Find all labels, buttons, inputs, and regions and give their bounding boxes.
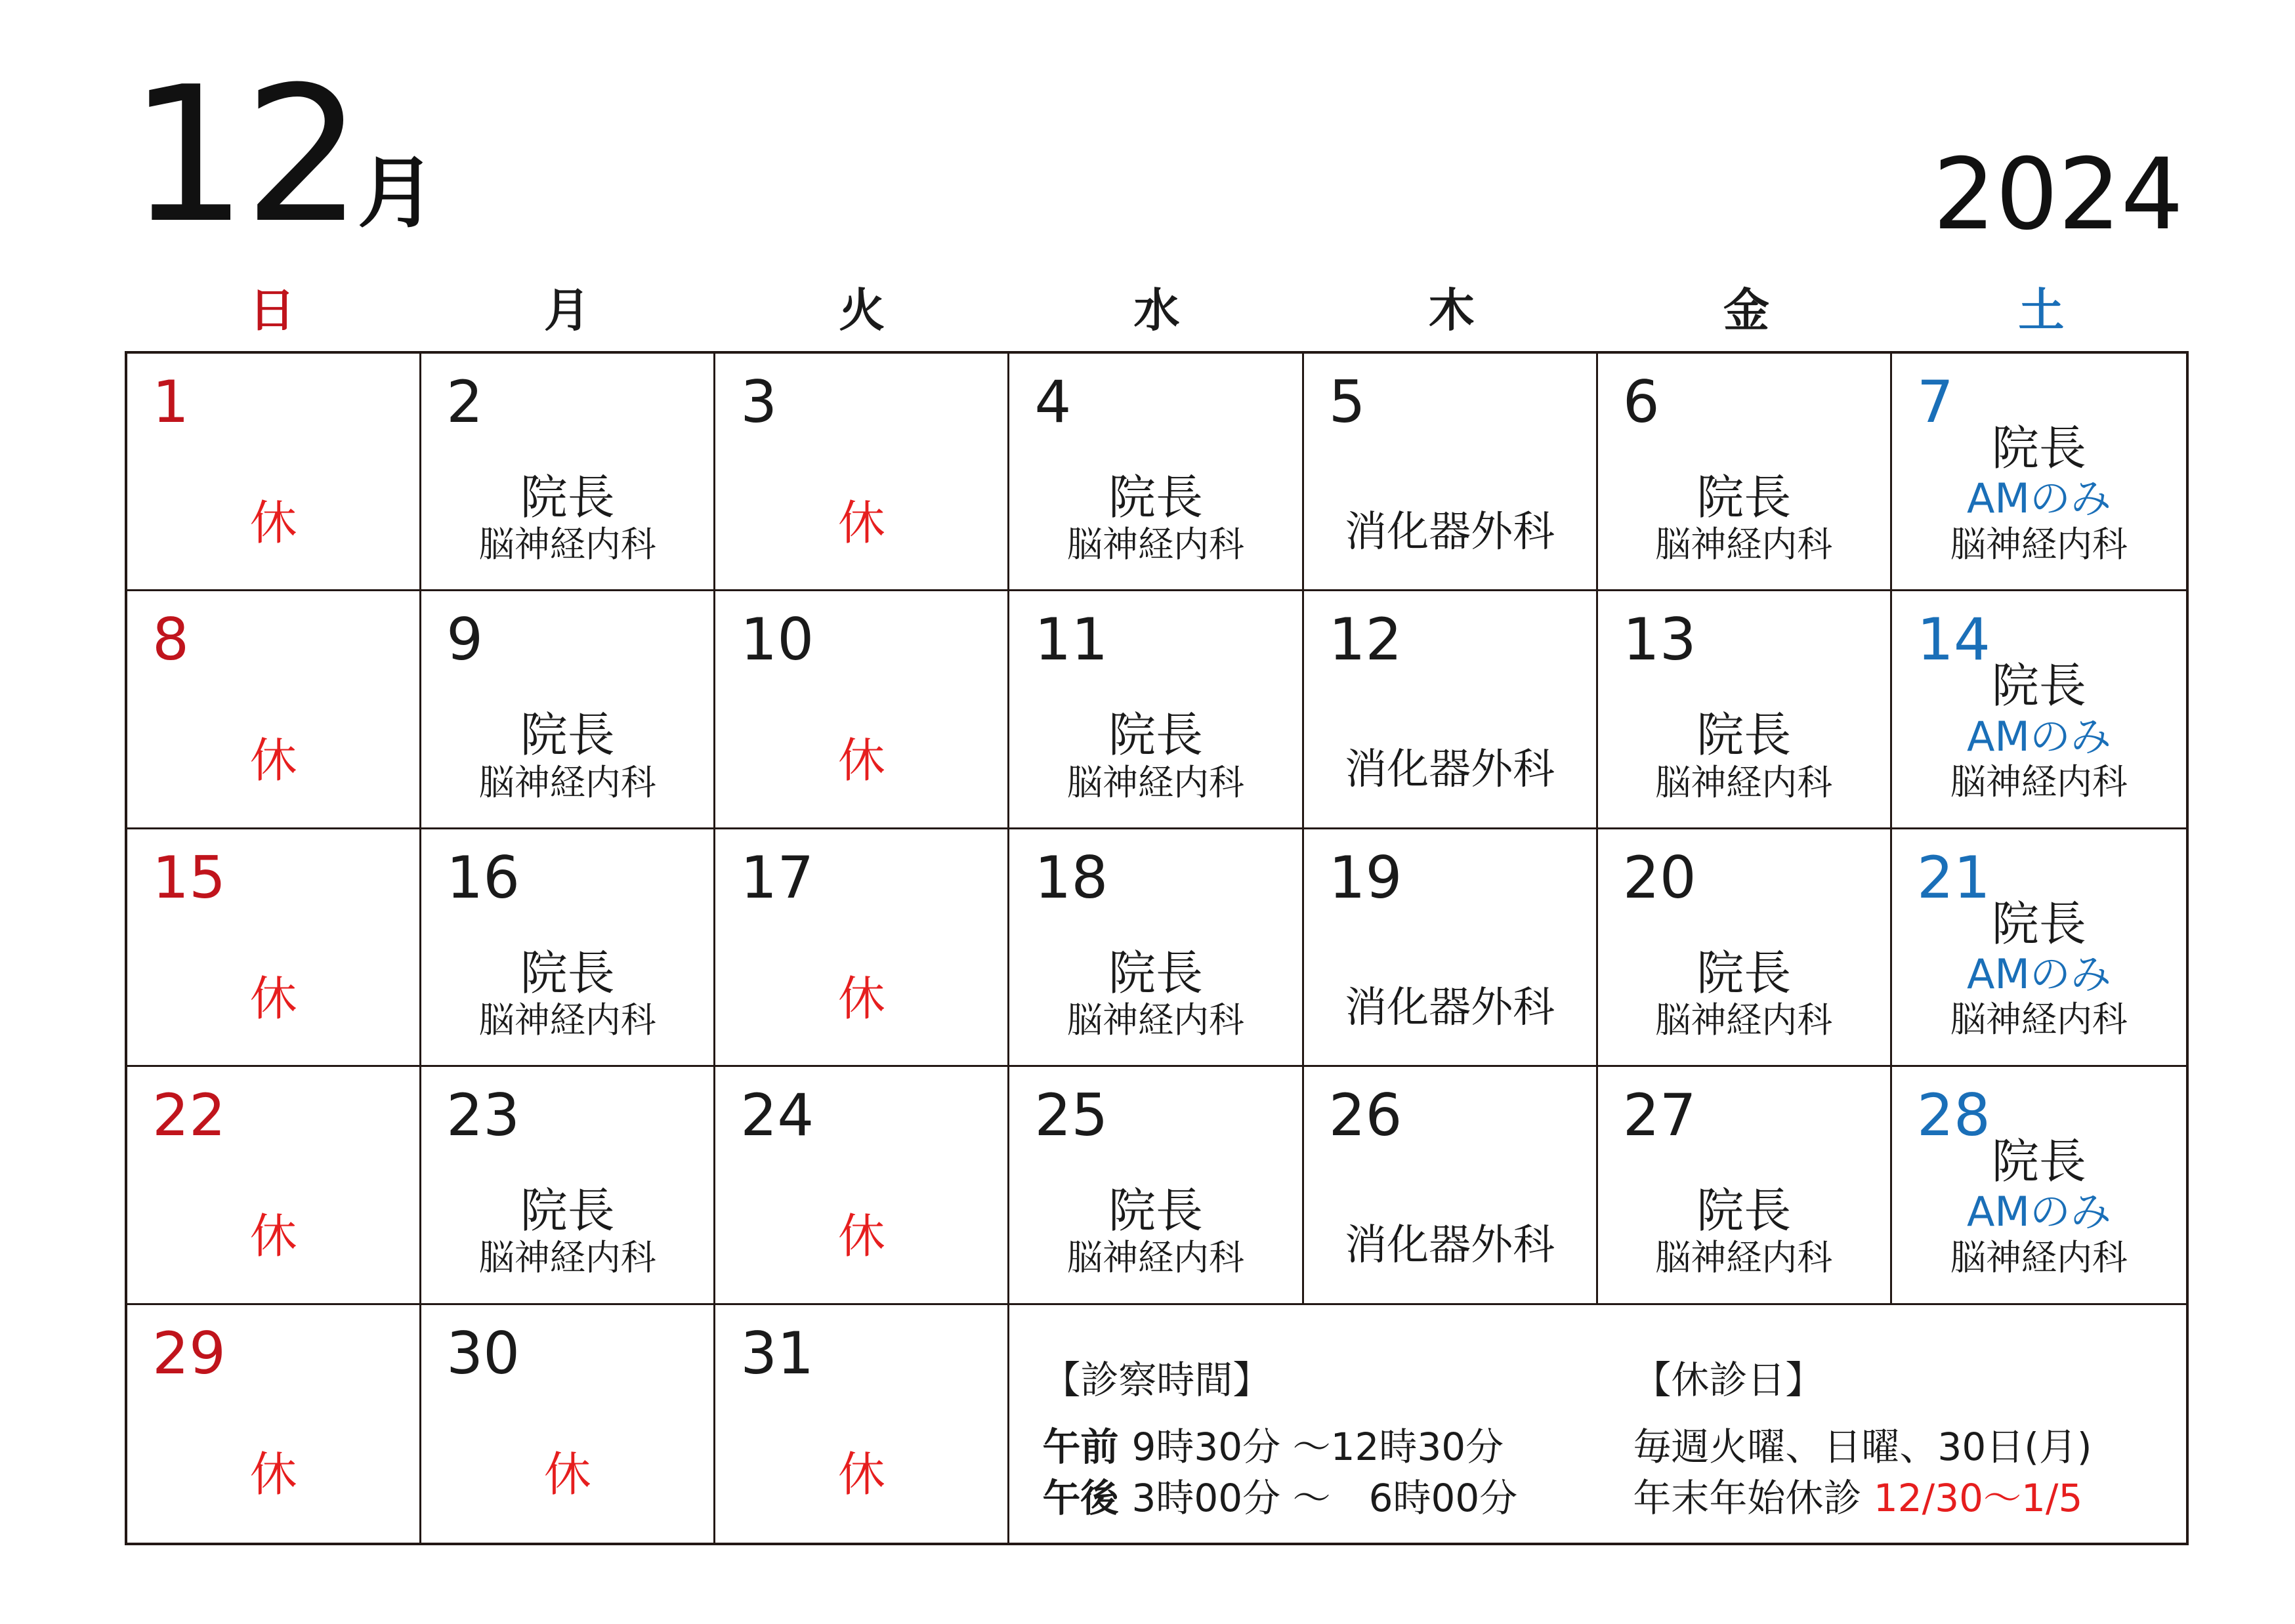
month-unit: 月 [358,148,436,238]
day-number: 3 [740,368,778,436]
day-number: 16 [446,843,520,911]
day-cell [1598,1067,1892,1304]
day-cell [1892,354,2186,591]
day-number: 4 [1034,368,1072,436]
doctor-director: 院長 [520,470,615,525]
calendar-grid [125,351,2189,1545]
day-number: 12 [1328,606,1402,674]
day-cell [1304,591,1598,829]
day-number: 29 [152,1319,226,1387]
day-number: 15 [152,843,226,911]
day-number: 20 [1622,843,1696,911]
department-neurology: 脳神経内科 [1655,1237,1833,1279]
weekday-wednesday: 水 [1133,283,1180,337]
doctor-director: 院長 [1108,1183,1203,1239]
day-number: 19 [1328,843,1402,911]
hours-pm [1042,1472,1517,1524]
day-cell [1892,591,2186,829]
day-number: 23 [446,1081,520,1150]
weekday-thursday: 木 [1428,283,1475,337]
day-number: 25 [1034,1081,1108,1150]
doctor-director: 院長 [520,1183,615,1239]
day-cell [1304,1067,1598,1304]
day-cell [1304,354,1598,591]
weekday-header [125,274,2189,346]
department-neurology: 脳神経内科 [1950,1236,2128,1278]
year-end-label: 年末年始休診 [1633,1476,1862,1521]
doctor-director: 院長 [1991,658,2086,714]
day-cell [1009,591,1303,829]
closed-mark: 休 [249,733,297,789]
holiday-title: 【休診日】 [1633,1357,1824,1402]
day-cell [127,354,421,591]
am-only-note: AMのみ [1966,949,2111,998]
day-number: 31 [740,1319,814,1387]
department-neurology: 脳神経内科 [478,999,656,1041]
schedule [1892,660,2186,803]
department-neurology: 脳神経内科 [1066,761,1244,803]
closed-mark: 休 [249,970,297,1026]
department-neurology: 脳神経内科 [478,761,656,803]
am-only-note: AMのみ [1966,1188,2111,1236]
day-cell [127,1067,421,1304]
doctor-director: 院長 [1108,470,1203,525]
schedule [1009,1185,1301,1280]
am-only-note: AMのみ [1966,712,2111,760]
doctor-director: 院長 [520,945,615,1001]
day-cell [1892,829,2186,1067]
day-number: 26 [1328,1081,1402,1150]
day-cell [421,829,715,1067]
clinic-info [1009,1305,2186,1543]
day-cell [715,1305,1009,1543]
hours-block [1042,1358,1517,1524]
schedule [421,472,713,566]
department-neurology: 脳神経内科 [1655,761,1833,803]
doctor-director: 院長 [1108,707,1203,763]
weekday-sunday: 日 [249,283,295,337]
schedule [421,709,713,804]
department-neurology: 脳神経内科 [1655,524,1833,566]
month-number: 12 [129,47,359,264]
day-cell [421,591,715,829]
schedule [1892,423,2186,566]
department-neurology: 脳神経内科 [1066,999,1244,1041]
doctor-director: 院長 [1991,896,2086,951]
day-cell [421,1067,715,1304]
doctor-director: 院長 [1991,421,2086,476]
department-gi-surgery: 消化器外科 [1345,983,1555,1032]
year: 2024 [1933,138,2183,252]
weekday-friday: 金 [1723,283,1770,337]
day-cell [127,591,421,829]
day-number: 1 [152,368,189,436]
department-gi-surgery: 消化器外科 [1345,745,1555,795]
day-cell [421,354,715,591]
department-neurology: 脳神経内科 [1950,760,2128,802]
closed-mark: 休 [837,733,885,789]
schedule [1009,472,1301,566]
department-neurology: 脳神経内科 [478,1237,656,1279]
closed-mark: 休 [837,1446,885,1502]
closed-mark: 休 [543,1446,591,1502]
department-neurology: 脳神経内科 [1066,524,1244,566]
day-number: 2 [446,368,484,436]
schedule [421,1185,713,1280]
day-number: 28 [1916,1081,1990,1150]
pm-label: 午後 [1042,1476,1119,1521]
day-number: 18 [1034,843,1108,911]
day-number: 11 [1034,606,1108,674]
day-cell [1892,1067,2186,1304]
department-neurology: 脳神経内科 [1950,523,2128,565]
department-gi-surgery: 消化器外科 [1345,508,1555,556]
doctor-director: 院長 [1696,470,1792,525]
day-cell [1009,354,1303,591]
schedule [1598,709,1890,804]
day-cell [715,591,1009,829]
day-number: 30 [446,1319,520,1387]
day-cell [421,1305,715,1543]
day-number: 5 [1328,368,1366,436]
schedule [421,947,713,1042]
day-number: 27 [1622,1081,1696,1150]
day-number: 10 [740,606,814,674]
day-cell [715,354,1009,591]
department-neurology: 脳神経内科 [1655,999,1833,1041]
pm-time: 3時00分 ～ 6時00分 [1131,1476,1518,1521]
schedule [1598,1185,1890,1280]
day-cell [1009,829,1303,1067]
schedule [1598,472,1890,566]
day-number: 21 [1916,843,1990,911]
doctor-director: 院長 [1696,945,1792,1001]
weekday-tuesday: 火 [839,283,885,337]
day-cell [1598,591,1892,829]
department-neurology: 脳神経内科 [1950,999,2128,1041]
doctor-director: 院長 [520,707,615,763]
department-gi-surgery: 消化器外科 [1345,1221,1555,1270]
day-cell [1598,354,1892,591]
day-number: 17 [740,843,814,911]
day-cell [127,1305,421,1543]
hours-title: 【診察時間】 [1042,1357,1271,1402]
schedule [1892,1136,2186,1279]
schedule [1009,947,1301,1042]
doctor-director: 院長 [1991,1134,2086,1190]
schedule [1892,898,2186,1041]
closed-mark: 休 [837,970,885,1026]
day-number: 14 [1916,606,1990,674]
doctor-director: 院長 [1108,945,1203,1001]
year-end-dates: 12/30～1/5 [1873,1476,2083,1521]
doctor-director: 院長 [1696,1183,1792,1239]
closed-mark: 休 [837,1209,885,1264]
department-neurology: 脳神経内科 [478,524,656,566]
day-number: 7 [1916,368,1954,436]
am-only-note: AMのみ [1966,474,2111,523]
holiday-block [1633,1358,2092,1524]
schedule [1598,947,1890,1042]
day-cell [1598,829,1892,1067]
weekday-monday: 月 [543,283,590,337]
closed-mark: 休 [837,495,885,551]
day-cell [715,1067,1009,1304]
day-cell [1009,1067,1303,1304]
am-time: 9時30分 ～12時30分 [1131,1425,1504,1470]
hours-am [1042,1421,1517,1472]
closed-mark: 休 [249,495,297,551]
am-label: 午前 [1042,1425,1119,1470]
weekday-saturday: 土 [2018,283,2065,337]
day-number: 9 [446,606,484,674]
department-neurology: 脳神経内科 [1066,1237,1244,1279]
day-number: 24 [740,1081,814,1150]
day-number: 22 [152,1081,226,1150]
day-cell [127,829,421,1067]
day-number: 6 [1622,368,1660,436]
doctor-director: 院長 [1696,707,1792,763]
day-cell [1304,829,1598,1067]
holiday-year-end [1633,1472,2092,1524]
day-number: 13 [1622,606,1696,674]
day-number: 8 [152,606,189,674]
closed-mark: 休 [249,1446,297,1502]
closed-mark: 休 [249,1209,297,1264]
holiday-weekly: 毎週火曜、日曜、30日(月) [1633,1425,2092,1470]
day-cell [715,829,1009,1067]
schedule [1009,709,1301,804]
